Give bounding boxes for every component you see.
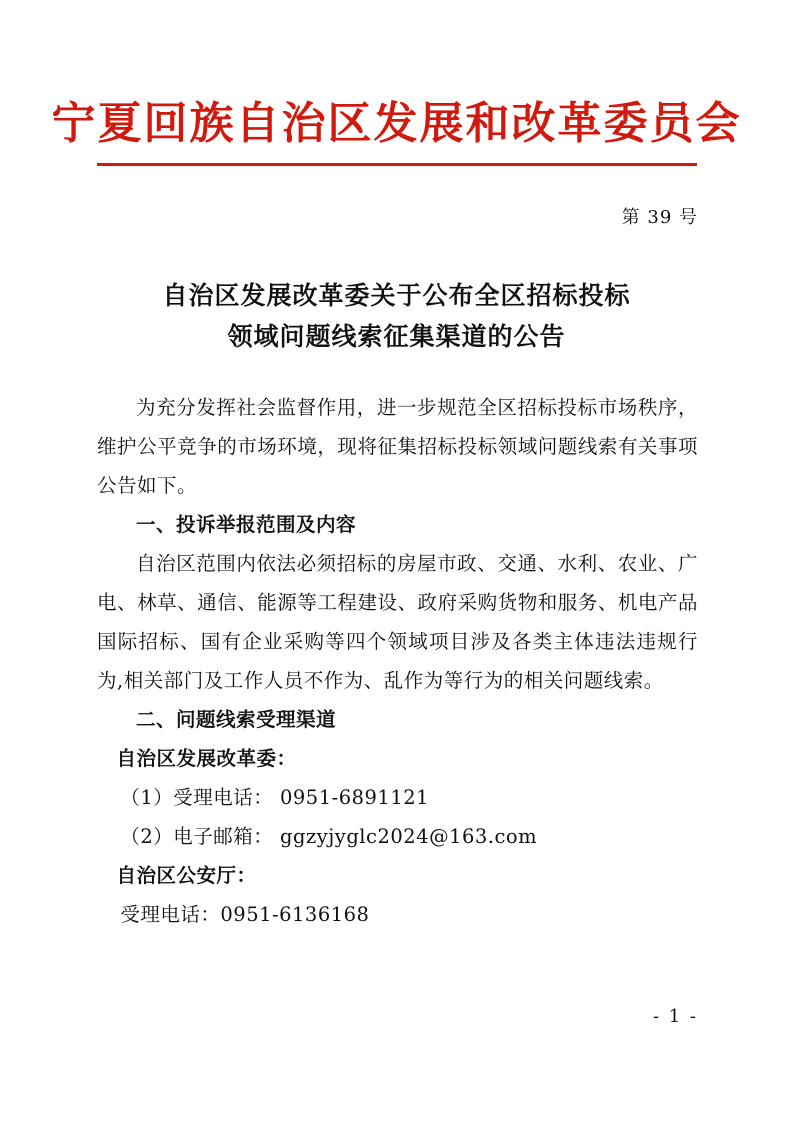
intro-paragraph: 为充分发挥社会监督作用，进一步规范全区招标投标市场秩序，维护公平竞争的市场环境，现将征集招标投标领域问题线索有关事项公告如下。 (97, 396, 698, 497)
org-1-phone-item: （1）受理电话： 0951-6891121 (120, 786, 430, 809)
section-1-heading: 一、投诉举报范围及内容 (136, 513, 357, 536)
document-body (97, 388, 698, 934)
org-1-name: 自治区发展改革委： (116, 747, 297, 770)
masthead-title: 宁夏回族自治区发展和改革委员会 (51, 98, 742, 149)
issue-number: 第 39 号 (621, 207, 698, 228)
page-title-line-2: 领域问题线索征集渠道的公告 (227, 322, 566, 352)
org-1-email-item: （2）电子邮箱： ggzyjyglc2024@163.com (120, 825, 538, 848)
page-number: - 1 - (652, 1006, 698, 1027)
section-2-heading: 二、问题线索受理渠道 (136, 708, 337, 731)
section-1-paragraph: 自治区范围内依法必须招标的房屋市政、交通、水利、农业、广电、林草、通信、能源等工程建设、政府采购货物和服务、机电产品国际招标、国有企业采购等四个领域项目涉及各类主体违法违规行为,相关部门及工作人员不作为、乱作为等行为的相关问题线索。 (97, 552, 698, 692)
page-title (100, 275, 693, 358)
org-2-phone-item: 受理电话：0951-6136168 (120, 903, 370, 926)
page-title-line-1: 自治区发展改革委关于公布全区招标投标 (162, 281, 631, 310)
masthead (0, 96, 793, 166)
masthead-divider (97, 163, 697, 166)
org-2-name: 自治区公安厅： (116, 864, 257, 887)
